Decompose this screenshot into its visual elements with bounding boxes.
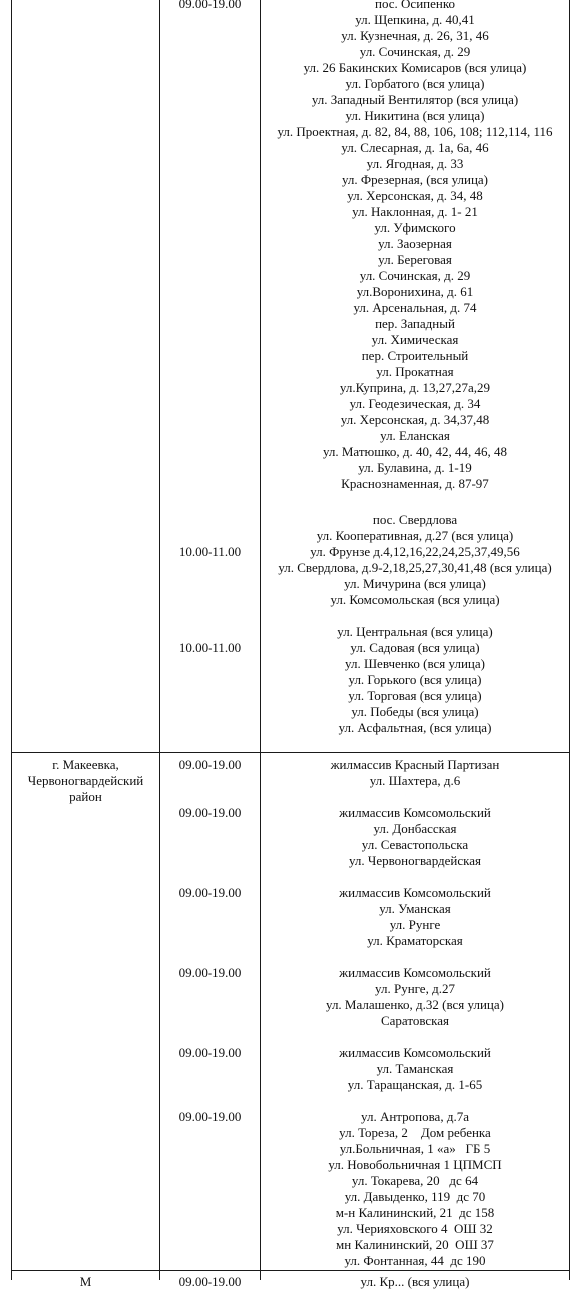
time-cell-partial: 09.00-19.00 bbox=[178, 1274, 242, 1289]
address-line: ул.Куприна, д. 13,27,27а,29 bbox=[339, 380, 491, 395]
address-line: ул. Геодезическая, д. 34 bbox=[349, 396, 481, 411]
address-line: ул. Горбатого (вся улица) bbox=[345, 76, 485, 91]
address-line: ул. Кузнечная, д. 26, 31, 46 bbox=[341, 28, 489, 43]
address-line: ул. Комсомольская (вся улица) bbox=[330, 592, 500, 607]
address-line: жилмассив Комсомольский bbox=[339, 805, 491, 820]
time-cell: 09.00-19.00 bbox=[178, 0, 242, 11]
time-cell: 10.00-11.00 bbox=[178, 640, 242, 655]
address-line: ул. Фонтанная, 44 дс 190 bbox=[344, 1253, 486, 1268]
address-line: ул. Заозерная bbox=[378, 236, 452, 251]
table-left-border bbox=[11, 0, 12, 1280]
address-line: ул. Червоногвардейская bbox=[348, 853, 482, 868]
address-line: ул. Горького (вся улица) bbox=[348, 672, 482, 687]
address-line: пос. Осипенко bbox=[374, 0, 455, 11]
table-right-border bbox=[569, 0, 570, 1280]
address-line: м-н Калининский, 21 дс 158 bbox=[335, 1205, 495, 1220]
district-name-partial: М bbox=[79, 1274, 92, 1289]
address-line: ул. Прокатная bbox=[376, 364, 454, 379]
address-line: ул. Шевченко (вся улица) bbox=[345, 656, 485, 671]
address-line: Саратовская bbox=[380, 1013, 450, 1028]
address-line: ул. Рунге, д.27 bbox=[375, 981, 455, 996]
address-line: ул. Ягодная, д. 33 bbox=[366, 156, 464, 171]
address-line: ул. Победы (вся улица) bbox=[351, 704, 479, 719]
address-line: Краснознаменная, д. 87-97 bbox=[341, 476, 489, 491]
time-cell: 09.00-19.00 bbox=[178, 1109, 242, 1124]
address-line: ул. Булавина, д. 1-19 bbox=[358, 460, 472, 475]
address-line: жилмассив Комсомольский bbox=[339, 1045, 491, 1060]
address-line: пер. Западный bbox=[375, 316, 455, 331]
address-line: ул. Малашенко, д.32 (вся улица) bbox=[326, 997, 504, 1012]
time-cell: 09.00-19.00 bbox=[178, 757, 242, 772]
address-line: ул.Воронихина, д. 61 bbox=[356, 284, 474, 299]
address-line: ул. Свердлова, д.9-2,18,25,27,30,41,48 (вся улица) bbox=[278, 560, 552, 575]
address-line: ул. Херсонская, д. 34, 48 bbox=[347, 188, 483, 203]
district-name-line: Червоногвардейский bbox=[27, 773, 144, 788]
address-line: ул. Рунге bbox=[389, 917, 441, 932]
address-line: ул. Краматорская bbox=[367, 933, 463, 948]
address-line: ул. Донбасская bbox=[373, 821, 457, 836]
address-line: ул. Матюшко, д. 40, 42, 44, 46, 48 bbox=[322, 444, 508, 459]
address-line: ул. Фрунзе д.4,12,16,22,24,25,37,49,56 bbox=[310, 544, 520, 559]
address-line: ул. Проектная, д. 82, 84, 88, 106, 108; 112,114, 116 bbox=[277, 124, 553, 139]
address-line: ул. Мичурина (вся улица) bbox=[344, 576, 486, 591]
time-cell: 09.00-19.00 bbox=[178, 885, 242, 900]
address-line: ул. Токарева, 20 дс 64 bbox=[351, 1173, 479, 1188]
address-line: ул. Центральная (вся улица) bbox=[337, 624, 493, 639]
time-cell: 09.00-19.00 bbox=[178, 965, 242, 980]
address-line: ул.Больничная, 1 «а» ГБ 5 bbox=[339, 1141, 491, 1156]
address-line: жилмассив Комсомольский bbox=[339, 885, 491, 900]
address-line: ул. Арсенальная, д. 74 bbox=[353, 300, 477, 315]
address-line: пер. Строительный bbox=[361, 348, 469, 363]
address-line: жилмассив Красный Партизан bbox=[330, 757, 500, 772]
address-line: ул. Садовая (вся улица) bbox=[350, 640, 480, 655]
address-line: ул. Новобольничная 1 ЦПМСП bbox=[328, 1157, 502, 1172]
address-line: ул. Сочинская, д. 29 bbox=[359, 44, 471, 59]
address-line: жилмассив Комсомольский bbox=[339, 965, 491, 980]
district-name bbox=[12, 757, 159, 805]
address-line-partial: ул. Кр... (вся улица) bbox=[360, 1274, 470, 1289]
address-line: ул. Таманская bbox=[376, 1061, 454, 1076]
district-name-line: район bbox=[69, 789, 102, 804]
address-line: ул. 26 Бакинских Комисаров (вся улица) bbox=[303, 60, 527, 75]
address-line: ул. Наклонная, д. 1- 21 bbox=[352, 204, 478, 219]
address-line: ул. Торговая (вся улица) bbox=[348, 688, 482, 703]
column-divider-time bbox=[260, 0, 261, 1280]
address-line: ул. Береговая bbox=[378, 252, 452, 267]
address-line: ул. Шахтера, д.6 bbox=[369, 773, 461, 788]
address-line: мн Калининский, 20 ОШ 37 bbox=[336, 1237, 494, 1252]
address-line: ул. Никитина (вся улица) bbox=[345, 108, 485, 123]
address-line: ул. Севастопольска bbox=[361, 837, 469, 852]
time-cell: 09.00-19.00 bbox=[178, 805, 242, 820]
address-line: ул. Сочинская, д. 29 bbox=[359, 268, 471, 283]
time-cell: 09.00-19.00 bbox=[178, 1045, 242, 1060]
address-line: ул. Таращанская, д. 1-65 bbox=[347, 1077, 483, 1092]
address-line: пос. Свердлова bbox=[372, 512, 458, 527]
column-divider-district bbox=[159, 0, 160, 1280]
district-name-line: г. Макеевка, bbox=[52, 757, 119, 772]
address-line: ул. Уманская bbox=[379, 901, 451, 916]
address-line: ул. Давыденко, 119 дс 70 bbox=[344, 1189, 486, 1204]
address-line: ул. Еланская bbox=[380, 428, 450, 443]
address-line: ул. Западный Вентилятор (вся улица) bbox=[311, 92, 519, 107]
address-line: ул. Фрезерная, (вся улица) bbox=[341, 172, 489, 187]
address-line: ул. Черияховского 4 ОШ 32 bbox=[337, 1221, 493, 1236]
time-cell: 10.00-11.00 bbox=[178, 544, 242, 559]
address-line: ул. Слесарная, д. 1а, 6а, 46 bbox=[341, 140, 489, 155]
row-divider bbox=[11, 752, 570, 753]
row-divider bbox=[11, 1270, 570, 1271]
address-line: ул. Щепкина, д. 40,41 bbox=[355, 12, 475, 27]
address-line: ул. Антропова, д.7а bbox=[361, 1109, 469, 1124]
address-line: ул. Уфимского bbox=[374, 220, 456, 235]
address-line: ул. Химическая bbox=[371, 332, 459, 347]
address-line: ул. Кооперативная, д.27 (вся улица) bbox=[316, 528, 514, 543]
address-line: ул. Херсонская, д. 34,37,48 bbox=[340, 412, 490, 427]
address-line: ул. Тореза, 2 Дом ребенка bbox=[339, 1125, 491, 1140]
address-line: ул. Асфальтная, (вся улица) bbox=[338, 720, 492, 735]
